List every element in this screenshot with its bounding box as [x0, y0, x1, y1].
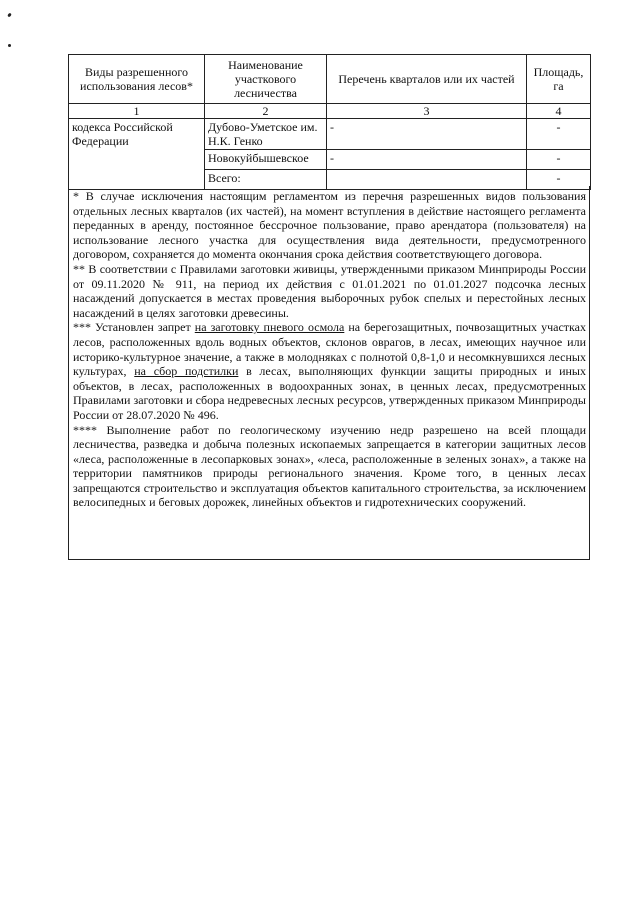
footnote-3	[73, 320, 586, 422]
cell-area: -	[527, 119, 591, 150]
header-area: Площадь, га	[527, 55, 591, 104]
header-forestry: Наименование участкового лесничества	[205, 55, 327, 104]
cell-forestry-total: Всего:	[205, 170, 327, 190]
column-number: 4	[527, 104, 591, 119]
cell-use: кодекса Российской Федерации	[69, 119, 205, 190]
scan-mark	[7, 13, 12, 18]
cell-quarters: -	[327, 150, 527, 170]
header-use: Виды разрешенного использования лесов*	[69, 55, 205, 104]
footnote-3-text: *** Установлен запрет	[73, 320, 195, 335]
table-header-row	[69, 55, 591, 104]
cell-area-total: -	[527, 170, 591, 190]
cell-forestry: Дубово-Уметское им. Н.К. Генко	[205, 119, 327, 150]
column-number-row	[69, 104, 591, 119]
cell-forestry: Новокуйбышевское	[205, 150, 327, 170]
cell-quarters: -	[327, 119, 527, 150]
cell-area: -	[527, 150, 591, 170]
footnote-2: ** В соответствии с Правилами заготовки живицы, утвержденными приказом Минприроды России от 09.11.2020 № 911, на период их действия с 01.01.2021 по 01.01.2027 подсочка лесных насаждений допускается в местах проведения выборочных рубок спелых и перестойных лесных насаждений в целях заготовки древесины.	[73, 261, 586, 320]
footnote-4: **** Выполнение работ по геологическому изучению недр разрешено на всей площади лесничества, разведка и добыча полезных ископаемых запрещается в категории защитных лесов «леса, расположенные в лесопарковых зонах», «леса, расположенные в зеленых зонах», а также на территории памятников природы регионального значения. Кроме того, в ценных лесах запрещаются строительство и эксплуатация объектов капитального строительства, за исключением велосипедных и беговых дорожек, линейных объектов и гидротехнических сооружений.	[73, 422, 586, 510]
footnote-3-underlined: на сбор подстилки	[134, 364, 239, 379]
footnote-3-text: на берегозащитных, почвозащитных участках лесов, расположенных вдоль водных объектов, склонов оврагов, в лесах, имеющих научное или историко-культурное значение, а также в молодняках с полнотой 0,8-1,0 и несомкнувшихся лесных культурах,	[73, 320, 586, 379]
column-number: 3	[327, 104, 527, 119]
column-number: 1	[69, 104, 205, 119]
column-number: 2	[205, 104, 327, 119]
footnote-3-text: в лесах, выполняющих функции защиты природных и иных объектов, в лесах, расположенных в водоохранных зонах, в ценных лесах, предусмотренных Правилами заготовки и сбора недревесных лесных ресурсов, утвержденных приказом Минприроды России от 28.07.2020 № 496.	[73, 364, 586, 422]
scan-mark	[8, 44, 11, 47]
forest-use-table	[68, 54, 591, 190]
footnotes-box	[68, 186, 590, 560]
footnote-3-underlined: на заготовку пневого осмола	[194, 320, 345, 335]
footnote-1: * В случае исключения настоящим регламентом из перечня разрешенных видов пользования отдельных лесных кварталов (их частей), на момент вступления в действие настоящего регламента переданных в аренду, постоянное бессрочное пользование, право арендатора (пользователя) на использование лесного участка для осуществления вида деятельности, предусмотренного договором, сохраняется до момента окончания срока действия соответствующего договора.	[73, 189, 586, 262]
header-quarters: Перечень кварталов или их частей	[327, 55, 527, 104]
table-row	[69, 119, 591, 150]
